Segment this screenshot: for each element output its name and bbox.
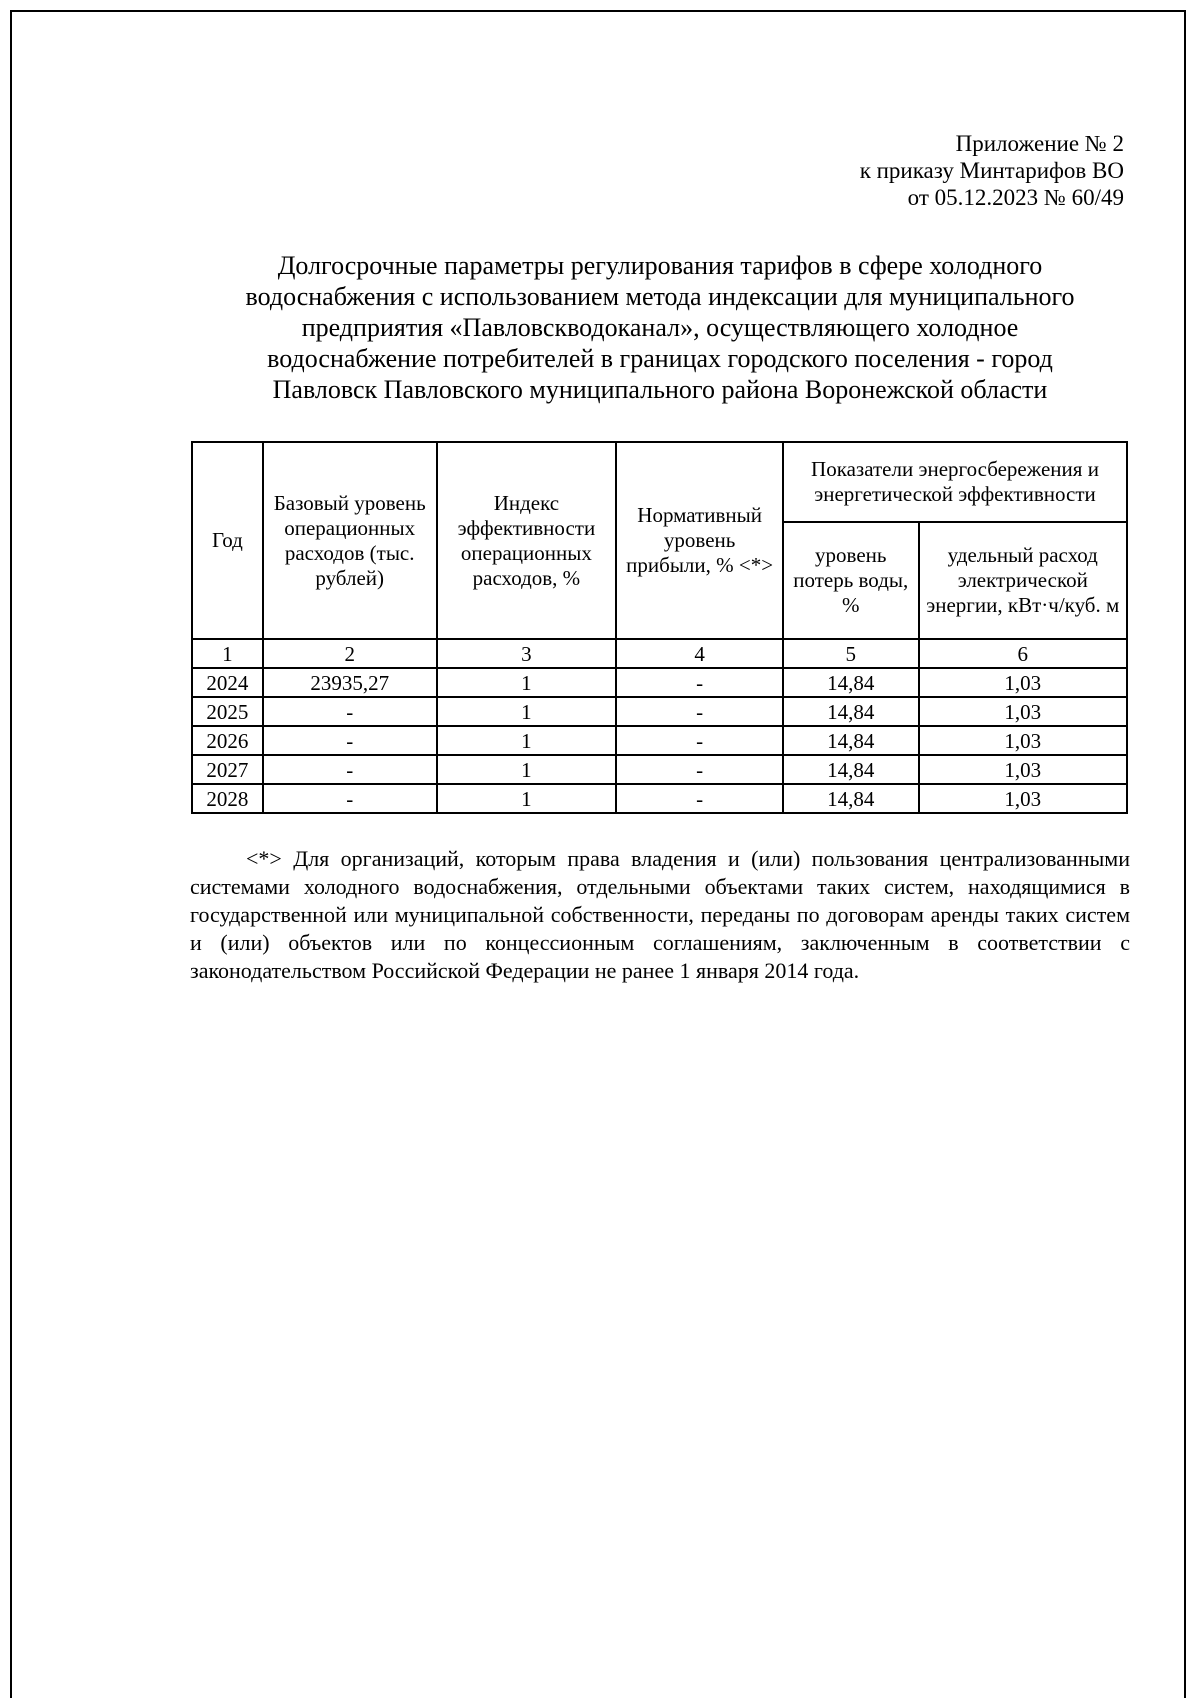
column-number-row bbox=[192, 639, 1127, 668]
cell-electricity: 1,03 bbox=[919, 697, 1127, 726]
document-title bbox=[190, 250, 1130, 405]
header-year: Год bbox=[192, 442, 263, 639]
cell-profit-level: - bbox=[616, 726, 783, 755]
cell-water-loss: 14,84 bbox=[783, 755, 919, 784]
cell-year: 2028 bbox=[192, 784, 263, 813]
title-line: Павловск Павловского муниципального района Воронежской области bbox=[272, 375, 1048, 404]
cell-base-level: - bbox=[263, 697, 437, 726]
cell-water-loss: 14,84 bbox=[783, 668, 919, 697]
table-row bbox=[192, 726, 1127, 755]
column-number: 4 bbox=[616, 639, 783, 668]
cell-electricity: 1,03 bbox=[919, 726, 1127, 755]
appendix-number: Приложение № 2 bbox=[955, 131, 1124, 156]
cell-water-loss: 14,84 bbox=[783, 726, 919, 755]
table-row bbox=[192, 668, 1127, 697]
cell-electricity: 1,03 bbox=[919, 784, 1127, 813]
column-number: 5 bbox=[783, 639, 919, 668]
column-number: 3 bbox=[437, 639, 617, 668]
cell-profit-level: - bbox=[616, 697, 783, 726]
cell-year: 2025 bbox=[192, 697, 263, 726]
cell-water-loss: 14,84 bbox=[783, 784, 919, 813]
cell-base-level: - bbox=[263, 726, 437, 755]
cell-profit-level: - bbox=[616, 668, 783, 697]
cell-electricity: 1,03 bbox=[919, 755, 1127, 784]
title-line: Долгосрочные параметры регулирования тарифов в сфере холодного bbox=[277, 251, 1043, 280]
table-row bbox=[192, 697, 1127, 726]
footnote: <*> Для организаций, которым права владения и (или) пользования централизованными системами холодного водоснабжения, отдельными объектами таких систем, находящимися в государственной или муниципальной собственности, переданы по договорам аренды таких систем и (или) объектов или по концессионным соглашениям, заключенным в соответствии с законодательством Российской Федерации не ранее 1 января 2014 года. bbox=[190, 846, 1130, 983]
appendix-reference bbox=[860, 130, 1124, 211]
header-efficiency-index: Индекс эффективности операционных расходов, % bbox=[437, 442, 617, 639]
cell-efficiency-index: 1 bbox=[437, 755, 617, 784]
header-profit-level: Нормативный уровень прибыли, % <*> bbox=[616, 442, 783, 639]
title-line: водоснабжение потребителей в границах городского поселения - город bbox=[267, 344, 1053, 373]
column-number: 2 bbox=[263, 639, 437, 668]
header-energy-group: Показатели энергосбережения и энергетической эффективности bbox=[783, 442, 1127, 522]
parameters-table bbox=[191, 441, 1128, 814]
cell-efficiency-index: 1 bbox=[437, 668, 617, 697]
cell-efficiency-index: 1 bbox=[437, 726, 617, 755]
cell-base-level: - bbox=[263, 784, 437, 813]
cell-efficiency-index: 1 bbox=[437, 784, 617, 813]
table-row bbox=[192, 755, 1127, 784]
cell-year: 2026 bbox=[192, 726, 263, 755]
title-line: водоснабжения с использованием метода индексации для муниципального bbox=[245, 282, 1075, 311]
title-line: предприятия «Павловскводоканал», осуществляющего холодное bbox=[301, 313, 1019, 342]
cell-year: 2024 bbox=[192, 668, 263, 697]
cell-efficiency-index: 1 bbox=[437, 697, 617, 726]
cell-base-level: 23935,27 bbox=[263, 668, 437, 697]
cell-profit-level: - bbox=[616, 755, 783, 784]
appendix-order: к приказу Минтарифов ВО bbox=[859, 158, 1124, 183]
cell-year: 2027 bbox=[192, 755, 263, 784]
column-number: 1 bbox=[192, 639, 263, 668]
appendix-date: от 05.12.2023 № 60/49 bbox=[907, 185, 1124, 210]
cell-water-loss: 14,84 bbox=[783, 697, 919, 726]
header-electricity: удельный расход электрической энергии, кВт·ч/куб. м bbox=[919, 522, 1127, 639]
cell-profit-level: - bbox=[616, 784, 783, 813]
column-number: 6 bbox=[919, 639, 1127, 668]
cell-electricity: 1,03 bbox=[919, 668, 1127, 697]
cell-base-level: - bbox=[263, 755, 437, 784]
table-row bbox=[192, 784, 1127, 813]
header-water-loss: уровень потерь воды, % bbox=[783, 522, 919, 639]
header-base-level: Базовый уровень операционных расходов (тыс. рублей) bbox=[263, 442, 437, 639]
